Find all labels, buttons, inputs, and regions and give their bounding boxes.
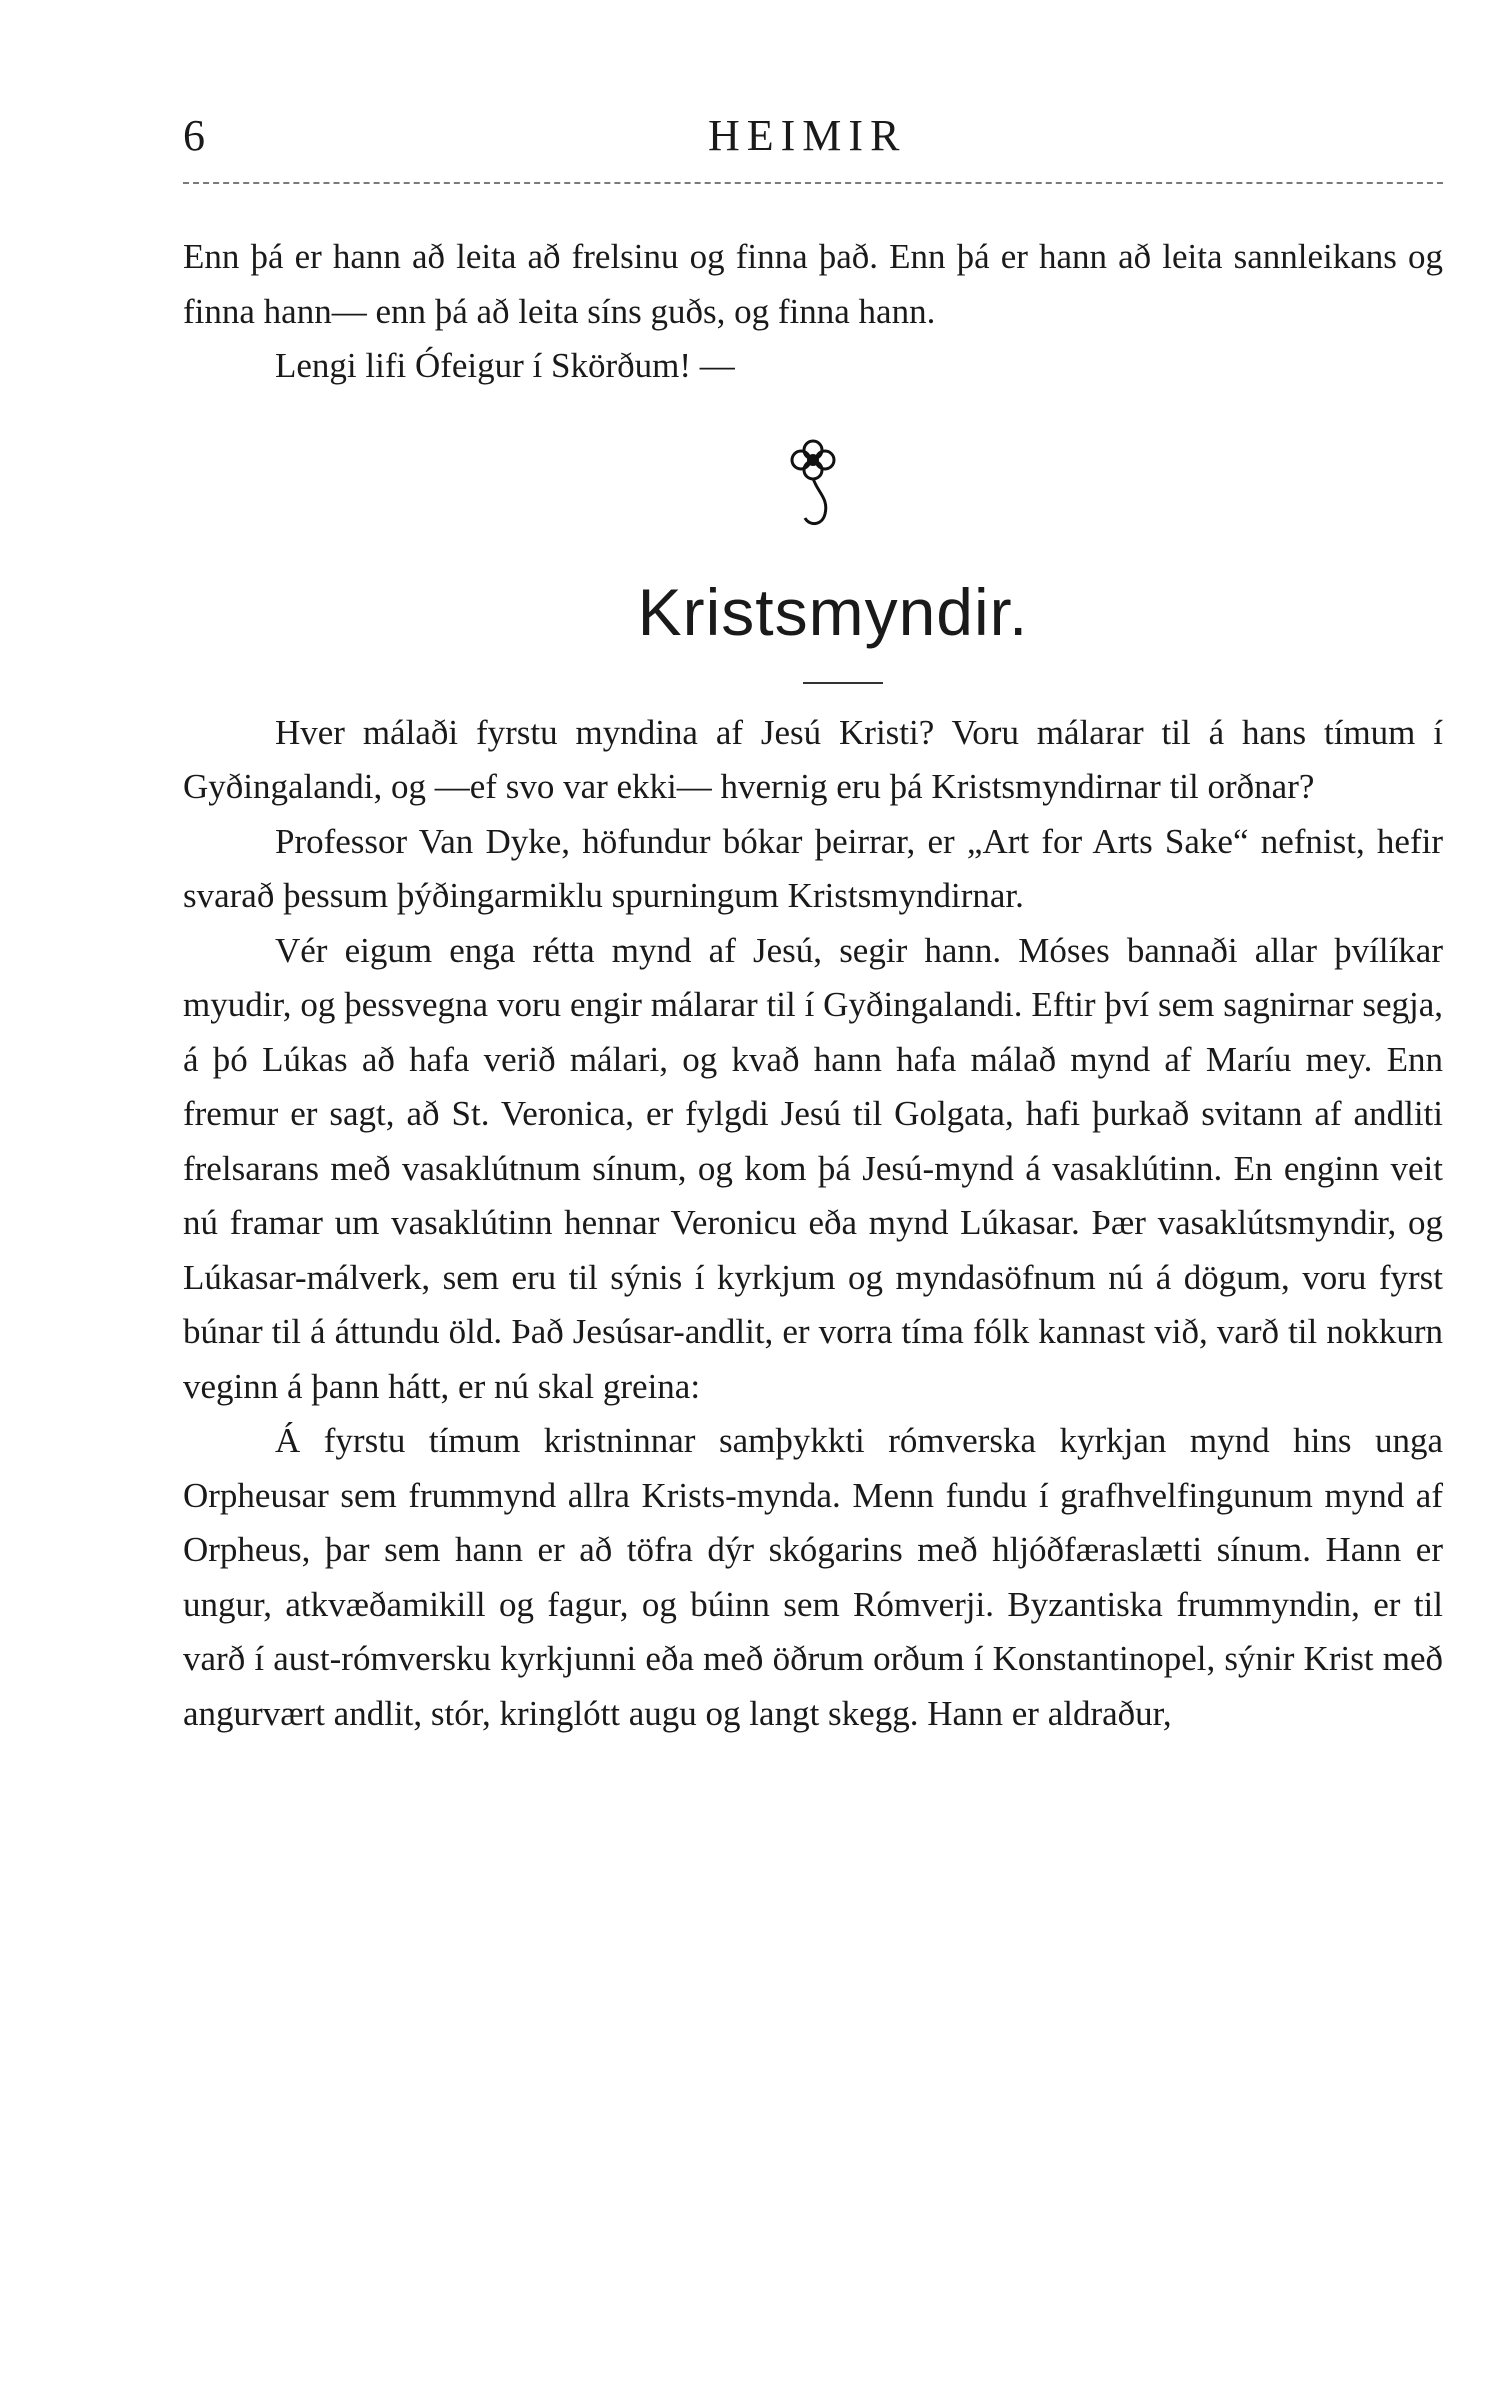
header-rule <box>183 182 1443 184</box>
closing-line: Lengi lifi Ófeigur í Skörðum! — <box>275 346 735 385</box>
book-page <box>183 100 1443 1741</box>
article-title: Kristsmyndir. <box>637 574 1029 649</box>
journal-title: HEIMIR <box>708 111 907 160</box>
paragraph: Enn þá er hann að leita að frelsinu og finna það. Enn þá er hann að leita sannleikans og finna hann— enn þá að leita síns guðs, og finna hann. <box>183 237 1443 331</box>
paragraph: Professor Van Dyke, höfundur bókar þeirrar, er „Art for Arts Sake“ nefnist, hefir svarað þessum þýðingarmiklu spurningum Kristsmyndirnar. <box>183 821 1443 915</box>
paragraph: Vér eigum enga rétta mynd af Jesú, segir hann. Móses bannaði allar þvílíkar myudir, og þessvegna voru engir málarar til í Gyðingalandi. Eftir því sem sagnirnar segja, á þó Lúkas að hafa verið málari, og kvað hann hafa málað mynd af Maríu mey. Enn fremur er sagt, að St. Veronica, er fylgdi Jesú til Golgata, hafi þurkað svitann af andliti frelsarans með vasaklútnum sínum, og kom þá Jesú-mynd á vasaklútinn. En enginn veit nú framar um vasaklútinn hennar Veronicu eða mynd Lúkasar. Þær vasaklútsmyndir, og Lúkasar-málverk, sem eru til sýnis í kyrkjum og myndasöfnum nú á dögum, voru fyrst búnar til á áttundu öld. Það Jesúsar-andlit, er vorra tíma fólk kannast við, varð til nokkurn veginn á þann hátt, er nú skal greina: <box>183 930 1443 1406</box>
clover-ornament-icon <box>773 422 853 532</box>
running-head <box>183 100 1443 160</box>
paragraph: Hver málaði fyrstu myndina af Jesú Kristi? Voru málarar til á hans tímum í Gyðingalandi, og —ef svo var ekki— hvernig eru þá Kristsmyndirnar til orðnar? <box>183 712 1443 806</box>
paragraph: Á fyrstu tímum kristninnar samþykkti rómverska kyrkjan mynd hins unga Orpheusar sem frummynd allra Krists-mynda. Menn fundu í grafhvelfingunum mynd af Orpheus, þar sem hann er að töfra dýr skógarins með hljóðfæraslætti sínum. Hann er ungur, atkvæðamikill og fagur, og búinn sem Rómverji. Byzantiska frummyndin, er til varð í aust-rómversku kyrkjunni eða með öðrum orðum í Konstantinopel, sýnir Krist með angurvært andlit, stór, kringlótt augu og langt skegg. Hann er aldraður, <box>183 1421 1443 1733</box>
page-number: 6 <box>183 111 205 160</box>
continued-text <box>183 230 1443 394</box>
article-body <box>183 706 1443 1742</box>
title-rule <box>803 682 883 684</box>
